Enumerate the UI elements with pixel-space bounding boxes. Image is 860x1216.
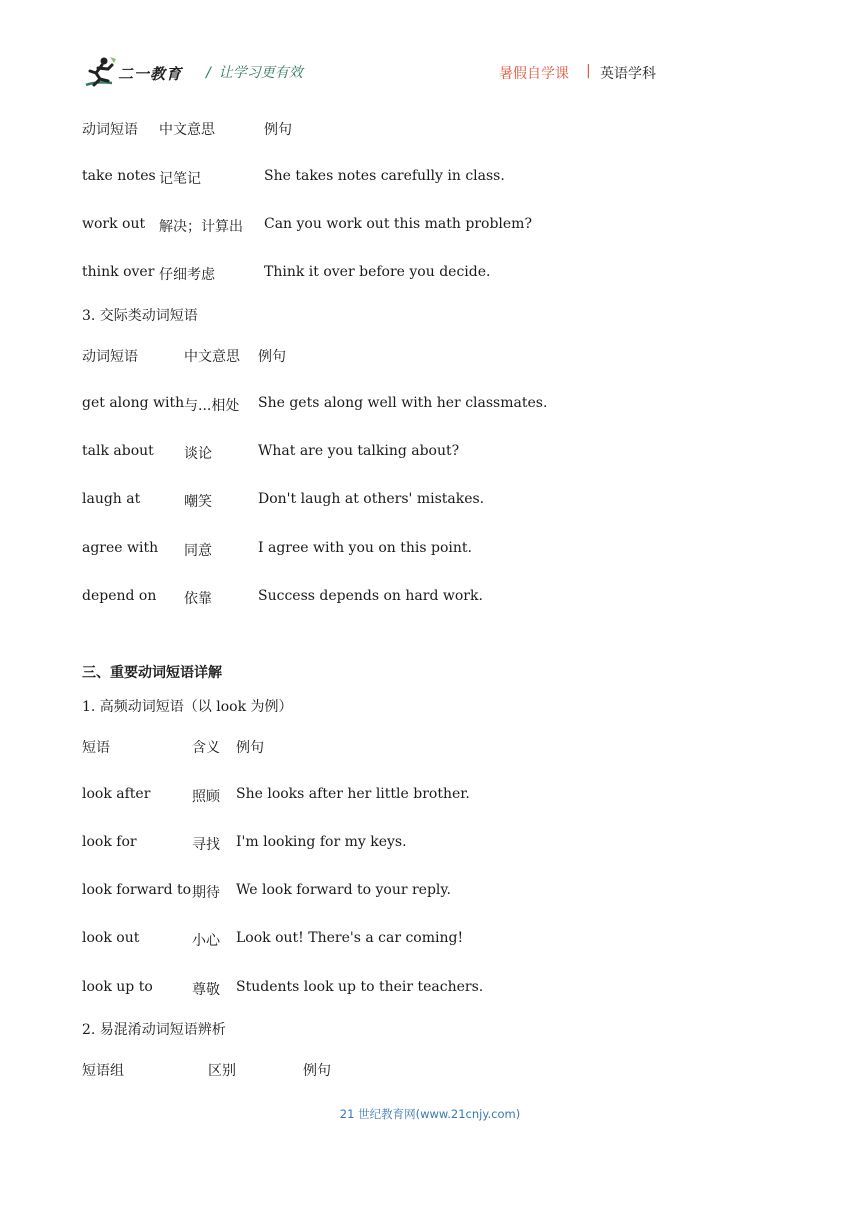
cell-meaning: 寻找 — [192, 837, 220, 853]
subsection-title-confusing: 2. 易混淆动词短语辨析 — [82, 1022, 226, 1038]
col-header-phrase: 动词短语 — [82, 122, 138, 138]
section-title-communication: 3. 交际类动词短语 — [82, 308, 198, 324]
cell-meaning: 依靠 — [184, 591, 212, 607]
cell-phrase: work out — [82, 216, 146, 232]
page-footer: 21 世纪教育网(www.21cnjy.com) — [339, 1107, 521, 1121]
subsection-title-look: 1. 高频动词短语（以 look 为例） — [82, 699, 293, 715]
cell-example: She takes notes carefully in class. — [264, 168, 505, 184]
cell-meaning: 与...相处 — [184, 398, 240, 414]
header-separator: | — [586, 63, 591, 79]
col-header-phrase: 短语 — [82, 740, 110, 756]
col-header-meaning: 中文意思 — [184, 349, 240, 365]
subject-label: 英语学科 — [600, 66, 656, 82]
cell-example: Students look up to their teachers. — [236, 979, 484, 995]
cell-phrase: look after — [82, 786, 151, 802]
cell-meaning: 仔细考虑 — [159, 267, 215, 283]
cell-phrase: laugh at — [82, 491, 141, 507]
cell-example: We look forward to your reply. — [236, 882, 451, 898]
cell-meaning: 谈论 — [184, 446, 212, 462]
running-figure-icon — [82, 55, 118, 89]
slogan-slash: / — [206, 65, 211, 81]
logo-text: 二一教育 — [118, 65, 183, 83]
cell-example: She gets along well with her classmates. — [258, 395, 548, 411]
cell-phrase: look forward to — [82, 882, 192, 898]
cell-phrase: look up to — [82, 979, 153, 995]
cell-example: I'm looking for my keys. — [236, 834, 407, 850]
page-header — [82, 55, 682, 91]
col-header-example: 例句 — [258, 349, 286, 365]
cell-phrase: take notes — [82, 168, 156, 184]
brand-logo — [82, 55, 194, 89]
course-label: 暑假自学课 — [499, 66, 569, 82]
cell-phrase: think over — [82, 264, 155, 280]
cell-example: What are you talking about? — [258, 443, 460, 459]
cell-meaning: 期待 — [192, 885, 220, 901]
cell-example: She looks after her little brother. — [236, 786, 470, 802]
part-title-important-phrases: 三、重要动词短语详解 — [82, 665, 222, 681]
cell-phrase: depend on — [82, 588, 157, 604]
cell-example: Success depends on hard work. — [258, 588, 483, 604]
cell-phrase: look for — [82, 834, 137, 850]
cell-example: Look out! There's a car coming! — [236, 930, 464, 946]
cell-example: Can you work out this math problem? — [264, 216, 532, 232]
col-header-difference: 区别 — [208, 1063, 236, 1079]
cell-phrase: agree with — [82, 540, 159, 556]
col-header-phrase: 动词短语 — [82, 349, 138, 365]
cell-meaning: 小心 — [192, 933, 220, 949]
cell-meaning: 同意 — [184, 543, 212, 559]
cell-example: Don't laugh at others' mistakes. — [258, 491, 485, 507]
cell-phrase: get along with — [82, 395, 185, 411]
slogan — [206, 62, 303, 82]
cell-meaning: 照顾 — [192, 789, 220, 805]
cell-example: Think it over before you decide. — [264, 264, 491, 280]
cell-phrase: talk about — [82, 443, 154, 459]
col-header-group: 短语组 — [82, 1063, 124, 1079]
cell-meaning: 解决；计算出 — [159, 219, 243, 235]
cell-meaning: 尊敬 — [192, 982, 220, 998]
cell-example: I agree with you on this point. — [258, 540, 472, 556]
cell-meaning: 记笔记 — [159, 171, 201, 187]
cell-meaning: 嘲笑 — [184, 494, 212, 510]
col-header-example: 例句 — [236, 740, 264, 756]
col-header-example: 例句 — [264, 122, 292, 138]
col-header-meaning: 含义 — [192, 740, 220, 756]
col-header-meaning: 中文意思 — [159, 122, 215, 138]
cell-phrase: look out — [82, 930, 140, 946]
slogan-text: 让学习更有效 — [218, 65, 303, 81]
col-header-example: 例句 — [303, 1063, 331, 1079]
